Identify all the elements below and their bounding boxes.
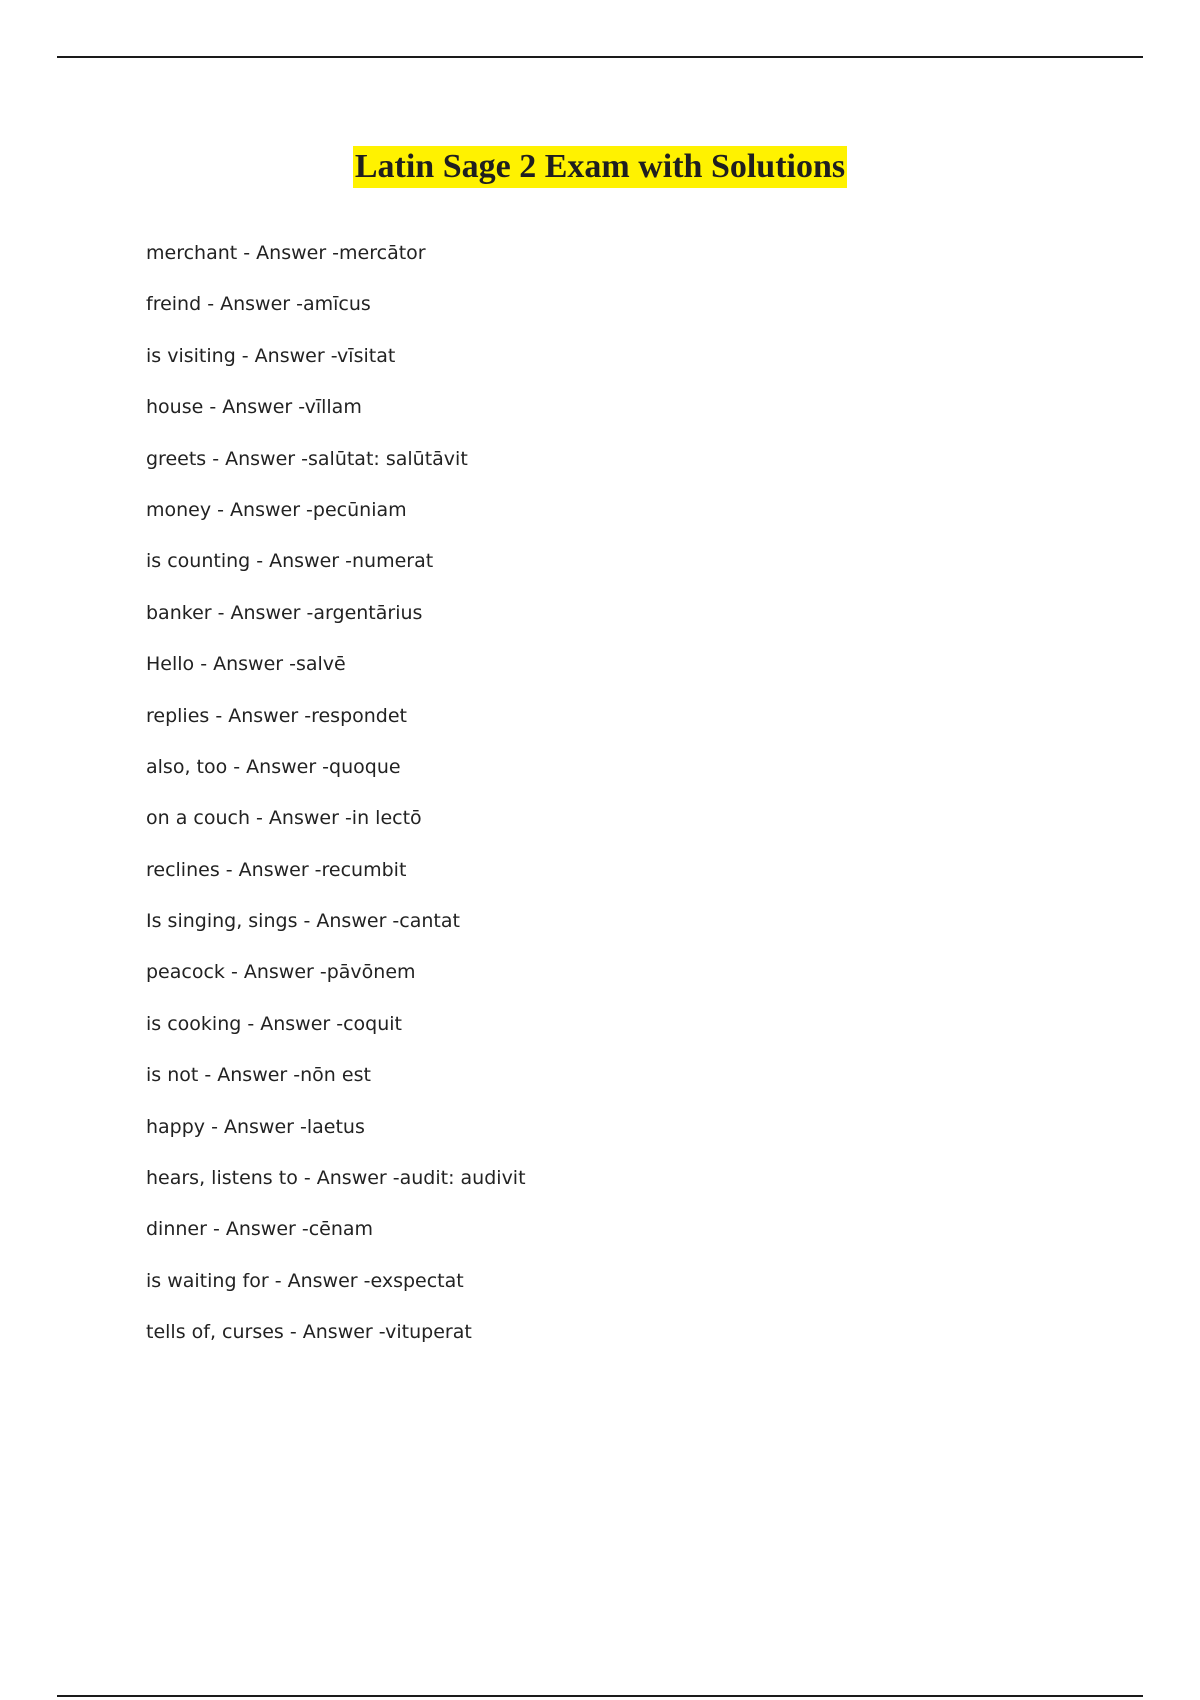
top-rule (57, 56, 1143, 58)
title-container (0, 146, 1200, 188)
qa-item: is visiting - Answer -vīsitat (146, 344, 396, 367)
qa-item: is waiting for - Answer -exspectat (146, 1269, 464, 1292)
qa-item: tells of, curses - Answer -vituperat (146, 1321, 472, 1344)
qa-item: money - Answer -pecūniam (146, 498, 407, 521)
qa-item: dinner - Answer -cēnam (146, 1218, 374, 1241)
qa-item: freind - Answer -amīcus (146, 293, 371, 316)
qa-item: also, too - Answer -quoque (146, 755, 401, 778)
qa-item: is cooking - Answer -coquit (146, 1012, 403, 1035)
bottom-rule (57, 1695, 1143, 1697)
qa-item: hears, listens to - Answer -audit: audivit (146, 1167, 526, 1190)
qa-item: greets - Answer -salūtat: salūtāvit (146, 447, 468, 470)
qa-item: happy - Answer -laetus (146, 1115, 365, 1138)
qa-item: Hello - Answer -salvē (146, 653, 346, 676)
qa-item: replies - Answer -respondet (146, 704, 408, 727)
question-answer-list (146, 238, 526, 1369)
qa-item: peacock - Answer -pāvōnem (146, 961, 416, 984)
document-title: Latin Sage 2 Exam with Solutions (353, 146, 847, 188)
qa-item: reclines - Answer -recumbit (146, 858, 407, 881)
qa-item: on a couch - Answer -in lectō (146, 807, 422, 830)
qa-item: Is singing, sings - Answer -cantat (146, 910, 460, 933)
qa-item: merchant - Answer -mercātor (146, 242, 426, 264)
qa-item: banker - Answer -argentārius (146, 601, 423, 624)
qa-item: is counting - Answer -numerat (146, 550, 434, 573)
qa-item: house - Answer -vīllam (146, 396, 362, 419)
qa-item: is not - Answer -nōn est (146, 1064, 371, 1087)
